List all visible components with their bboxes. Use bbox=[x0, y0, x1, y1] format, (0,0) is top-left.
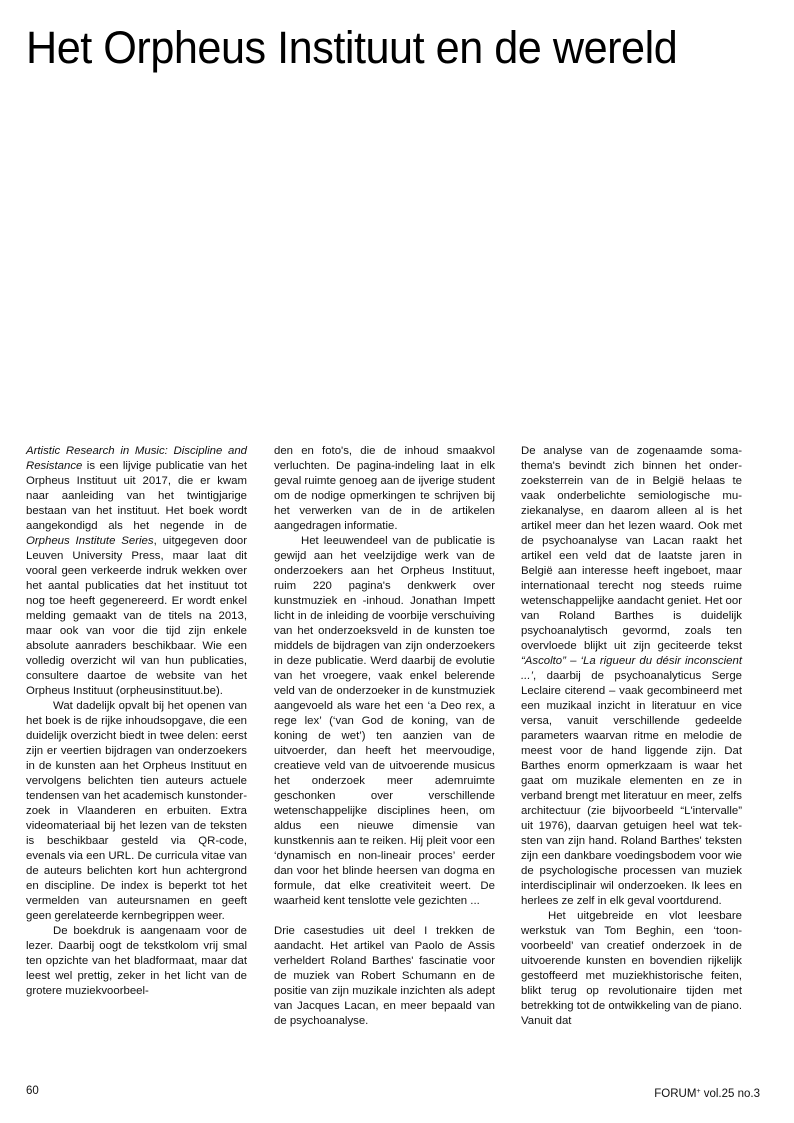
paragraph: Het leeuwendeel van de publicatie is gewijd aan het veelzijdige werk van de onderzoekers aan het Orpheus Instituut, ruim 220 pagina's denkwerk over kunstmuziek en -inhoud. Jonathan Impett licht in de inleiding de voorbije verschuiving van het onderzoeksveld in de kunsten toe middels de bijdragen van zijn onderzoekers in deze publicatie. Werd daarbij de evolutie van het vroegere, vaak enkel belerende veld van de onderzoeker in de kunstmuziek aangevoeld als ware het een ‘a Deo rex, a rege lex’ (‘van God de koning, van de koning de wet’) ten aanzien van de uitvoerder, dan heeft het meervoudige, creatieve veld van de uitvoerende musicus het onderzoek meer ademruimte geschonken over verschillende wetenschappelijke disciplines heen, om aldus een nieuwe dimensie van kunstkennis aan te reiken. Hij pleit voor een ‘dynamisch en non-lineair proces’ eerder dan voor het blinde heersen van dogma en formule, dat elke creativiteit weert. De waarheid kent tenslotte vele gezichten ... bbox=[274, 535, 495, 907]
text-column-3 bbox=[521, 444, 742, 1029]
paragraph: De analyse van de zogenaamde soma-thema's bevindt zich binnen het onderzoeksterrein van de in België helaas te vaak onderbelichte semiologische muziekanalyse, en daarom alleen al is het artikel meer dan het lezen waard. Ook met de psychoanalyse van Lacan raakt het artikel een veld dat de laatste jaren in België aan interesse heeft ingeboet, maar internationaal terecht nog steeds ruime wetenschappelijke aandacht geniet. Het oor van Roland Barthes is duidelijk psychoanalytisch gevormd, zoals ten overvloede blijkt uit zijn geciteerde tekst “Ascolto” – ‘La rigueur du désir inconscient ...’, daarbij de psychoanalyticus Serge Leclaire citerend – vaak gecombineerd met een muzikaal inzicht in literatuur en vice versa, vanuit verschillende gedeelde parameters waarvan ritme en melodie de meest voor de hand liggende zijn. Dat Barthes enorm opmerkzaam is waar het gaat om muzikale elementen en ze in verband brengt met literatuur en meer, zelfs architectuur (zie bijvoorbeeld “L'intervalle” uit 1976), daarvan getuigen heel wat teksten van zijn hand. Roland Barthes' teksten zijn een dankbare voedingsbodem voor wie de psychologische processen van muziek interdisciplinair wil onderzoeken. Ik lees en herlees ze zelf in elk geval voortdurend. bbox=[521, 445, 742, 907]
text-column-2 bbox=[274, 444, 495, 1029]
paragraph: Wat dadelijk opvalt bij het openen van het boek is de rijke inhoudsopgave, die een duidelijk overzicht biedt in twee delen: eerst zijn er veertien bijdragen van onderzoekers in de kunsten aan het Orpheus Instituut en vervolgens belichten tien auteurs actuele tendensen van het academisch kunstonderzoek in Vlaanderen en erbuiten. Extra videomateriaal bij het lezen van de teksten is beschikbaar gesteld via QR-code, evenals via een URL. De curricula vitae van de auteurs belichten kort hun achtergrond en discipline. De index is beperkt tot het vermelden van auteursnamen en geeft geen gerelateerde kernbegrippen weer. bbox=[26, 700, 247, 922]
paragraph: Het uitgebreide en vlot leesbare werkstuk van Tom Beghin, een ‘toonvoorbeeld’ van creatief onderzoek in de uitvoerende kunsten en bovendien rijkelijk gestoffeerd met muziekhistorische feiten, blikt terug op revolutionaire tijden met betrekking tot de ontwikkeling van de piano. Vanuit dat bbox=[521, 910, 742, 1027]
paragraph: Artistic Research in Music: Discipline and Resistance is een lijvige publicatie van het Orpheus Instituut uit 2017, die er kwam naar aanleiding van het twintigjarige bestaan van het instituut. Het boek wordt aangekondigd als het negende in de Orpheus Institute Series, uitgegeven door Leuven University Press, maar laat dit vooral geen verkeerde indruk wekken over het aantal publicaties dat het instituut tot nog toe heeft gegenereerd. Er wordt enkel melding gemaakt van de titels na 2013, maar ook van voor die tijd zijn enkele absolute aanraders beschikbaar. Wie een volledig overzicht wil van hun publicaties, consultere daartoe de website van het Orpheus Instituut (orpheusinstituut.be). bbox=[26, 445, 247, 697]
paragraph: den en foto's, die de inhoud smaakvol verluchten. De pagina-indeling laat in elk geval ruimte genoeg aan de ijverige student om de nodige opmerkingen te schrijven bij het verwerken van de in de artikelen aangedragen informatie. bbox=[274, 445, 495, 532]
text-column-1 bbox=[26, 444, 247, 999]
page-number: 60 bbox=[26, 1085, 39, 1097]
page-title: Het Orpheus Instituut en de wereld bbox=[26, 22, 678, 73]
paragraph: De boekdruk is aangenaam voor de lezer. Daarbij oogt de tekstkolom vrij smal ten opzichte van het bladformaat, maar dat leest wel prettig, zeker in het licht van de grotere muziekvoorbeel- bbox=[26, 925, 247, 997]
series-title: Orpheus Institute Series bbox=[26, 535, 154, 547]
journal-issue: FORUM+ vol.25 no.3 bbox=[654, 1088, 760, 1100]
paragraph: Drie casestudies uit deel I trekken de aandacht. Het artikel van Paolo de Assis verheldert Roland Barthes' fascinatie voor de muziek van Robert Schumann en de positie van zijn muzikale inzichten als adept van Jacques Lacan, en meer bepaald van de psychoanalyse. bbox=[274, 925, 495, 1027]
quote-la-rigueur: ‘La rigueur du désir inconscient ...’ bbox=[521, 655, 742, 682]
quote-ascolto: “Ascolto” bbox=[521, 655, 566, 667]
book-title: Artistic Research in Music: Discipline and Resistance bbox=[26, 445, 247, 472]
